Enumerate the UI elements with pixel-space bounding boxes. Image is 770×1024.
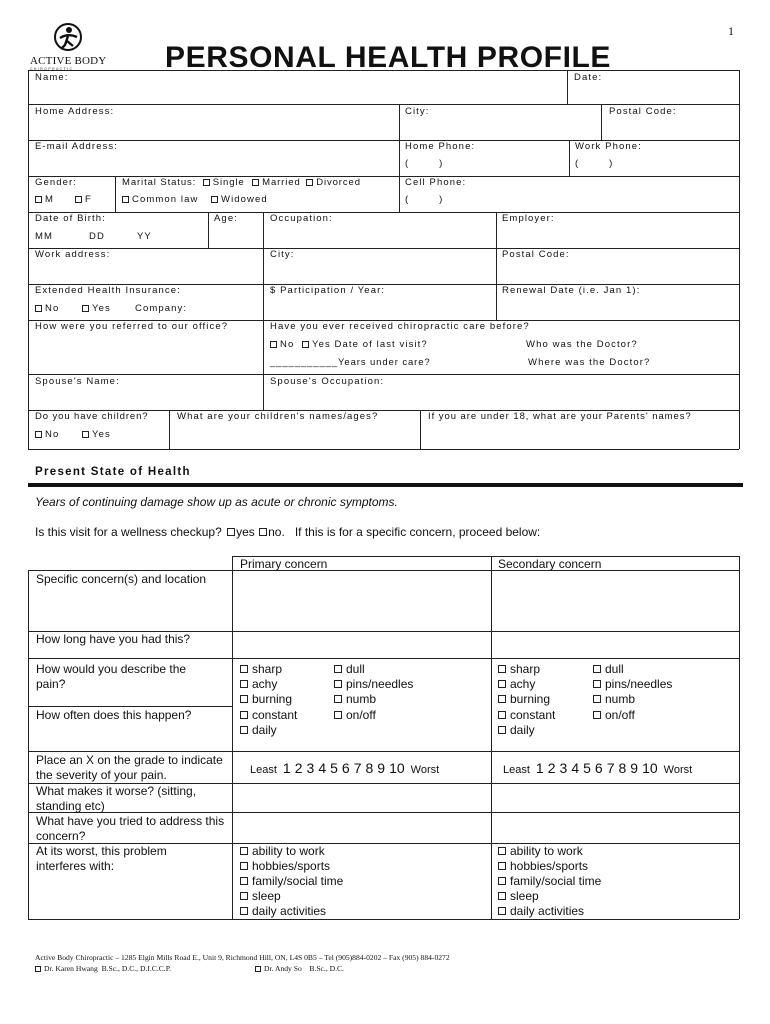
- checkbox-icon[interactable]: [498, 665, 506, 673]
- who-doctor-field[interactable]: Who was the Doctor?: [526, 339, 638, 350]
- checkbox-icon[interactable]: [240, 892, 248, 900]
- employer-field[interactable]: Employer:: [502, 213, 555, 224]
- secondary-pins-option[interactable]: pins/needles: [593, 677, 672, 692]
- checkbox-icon[interactable]: [498, 892, 506, 900]
- single-option[interactable]: Single: [212, 177, 245, 188]
- where-doctor-field[interactable]: Where was the Doctor?: [528, 357, 651, 368]
- children-no-option[interactable]: No: [35, 429, 59, 441]
- secondary-achy-option[interactable]: achy: [498, 677, 535, 692]
- children-yes-option[interactable]: Yes: [82, 429, 111, 441]
- secondary-severity-scale[interactable]: Least 1 2 3 4 5 6 7 8 9 10 Worst: [503, 760, 693, 776]
- primary-burning-option[interactable]: burning: [240, 692, 292, 707]
- checkbox-icon[interactable]: [593, 695, 601, 703]
- insurance-yes-option[interactable]: Yes: [82, 303, 111, 315]
- name-field[interactable]: Name:: [35, 72, 69, 83]
- row-location-label: Specific concern(s) and location: [36, 572, 207, 586]
- marital-status-label: Marital Status: Single Married Divorced: [122, 177, 361, 188]
- secondary-family-option[interactable]: family/social time: [498, 874, 601, 889]
- company-field[interactable]: Company:: [135, 303, 188, 314]
- primary-achy-option[interactable]: achy: [240, 677, 277, 692]
- checkbox-icon[interactable]: [498, 711, 506, 719]
- checkbox-icon[interactable]: [593, 680, 601, 688]
- wellness-question: Is this visit for a wellness checkup? yes no. If this is for a specific concern, proceed below:: [35, 525, 541, 539]
- checkbox-icon[interactable]: [240, 711, 248, 719]
- referred-field[interactable]: How were you referred to our office?: [35, 321, 229, 332]
- checkbox-icon[interactable]: [334, 695, 342, 703]
- checkbox-icon[interactable]: [334, 711, 342, 719]
- age-field[interactable]: Age:: [214, 213, 238, 224]
- checkbox-icon[interactable]: [498, 877, 506, 885]
- secondary-concern-header: Secondary concern: [498, 557, 602, 571]
- children-names-field[interactable]: What are your children's names/ages?: [177, 411, 379, 422]
- city-field[interactable]: City:: [405, 106, 430, 117]
- primary-pins-option[interactable]: pins/needles: [334, 677, 413, 692]
- primary-numb-option[interactable]: numb: [334, 692, 376, 707]
- divorced-option[interactable]: Divorced: [316, 177, 361, 188]
- occupation-field[interactable]: Occupation:: [270, 213, 333, 224]
- secondary-daily-activities-option[interactable]: daily activities: [498, 904, 584, 919]
- row-interferes-label: At its worst, this problem interferes with:: [36, 844, 167, 873]
- checkbox-icon[interactable]: [240, 695, 248, 703]
- page-title: PERSONAL HEALTH PROFILE: [165, 41, 612, 74]
- secondary-constant-option[interactable]: constant: [498, 708, 555, 723]
- row-tried-label: What have you tried to address this concern?: [36, 814, 225, 843]
- wellness-yes-option[interactable]: yes: [236, 525, 255, 539]
- primary-sleep-option[interactable]: sleep: [240, 889, 281, 904]
- cell-phone-area: ( ): [405, 194, 444, 205]
- checkbox-icon[interactable]: [240, 680, 248, 688]
- email-field[interactable]: E-mail Address:: [35, 141, 119, 152]
- page-number: 1: [728, 24, 734, 38]
- primary-concern-header: Primary concern: [240, 557, 328, 571]
- checkbox-icon[interactable]: [593, 711, 601, 719]
- checkbox-icon[interactable]: [498, 726, 506, 734]
- gender-label: Gender:: [35, 177, 78, 188]
- checkbox-icon[interactable]: [240, 847, 248, 855]
- work-postal-field[interactable]: Postal Code:: [502, 249, 570, 260]
- work-phone-area: ( ): [575, 158, 614, 169]
- primary-hobbies-option[interactable]: hobbies/sports: [240, 859, 330, 874]
- footer-doctor-2: Dr. Andy So B.Sc., D.C.: [255, 964, 344, 973]
- checkbox-icon[interactable]: [498, 907, 506, 915]
- years-under-care-field[interactable]: ___________Years under care?: [270, 357, 431, 368]
- secondary-sleep-option[interactable]: sleep: [498, 889, 539, 904]
- section-subtitle: Years of continuing damage show up as acute or chronic symptoms.: [35, 495, 398, 509]
- primary-family-option[interactable]: family/social time: [240, 874, 343, 889]
- gender-m-option[interactable]: M: [35, 194, 54, 206]
- primary-work-option[interactable]: ability to work: [240, 844, 325, 859]
- checkbox-icon: [35, 966, 41, 972]
- checkbox-icon[interactable]: [270, 341, 277, 348]
- checkbox-icon[interactable]: [498, 847, 506, 855]
- row-how-often-label: How often does this happen?: [36, 708, 192, 722]
- checkbox-icon[interactable]: [122, 196, 129, 203]
- checkbox-icon[interactable]: [593, 665, 601, 673]
- insurance-label: Extended Health Insurance:: [35, 285, 181, 296]
- parents-names-field[interactable]: If you are under 18, what are your Parents' names?: [428, 411, 692, 422]
- secondary-dull-option[interactable]: dull: [593, 662, 624, 677]
- checkbox-icon[interactable]: [35, 431, 42, 438]
- secondary-hobbies-option[interactable]: hobbies/sports: [498, 859, 588, 874]
- gender-f-option[interactable]: F: [75, 194, 92, 206]
- logo-mark: [28, 22, 108, 56]
- checkbox-icon[interactable]: [203, 179, 210, 186]
- chiro-before-label: Have you ever received chiropractic care before?: [270, 321, 530, 332]
- children-label: Do you have children?: [35, 411, 149, 422]
- checkbox-icon[interactable]: [498, 695, 506, 703]
- primary-daily-activities-option[interactable]: daily activities: [240, 904, 326, 919]
- work-city-field[interactable]: City:: [270, 249, 295, 260]
- secondary-daily-option[interactable]: daily: [498, 723, 535, 738]
- checkbox-icon[interactable]: [240, 877, 248, 885]
- postal-code-field[interactable]: Postal Code:: [609, 106, 677, 117]
- primary-constant-option[interactable]: constant: [240, 708, 297, 723]
- checkbox-icon: [255, 966, 261, 972]
- dob-field[interactable]: Date of Birth:: [35, 213, 106, 224]
- dob-dd: DD: [89, 231, 105, 242]
- checkbox-icon[interactable]: [306, 179, 313, 186]
- checkbox-icon[interactable]: [240, 862, 248, 870]
- section-rule: [28, 483, 743, 487]
- chiro-yes-option[interactable]: Yes Date of last visit?: [302, 339, 428, 351]
- secondary-sharp-option[interactable]: sharp: [498, 662, 540, 677]
- row-how-long-label: How long have you had this?: [36, 632, 191, 646]
- married-option[interactable]: Married: [262, 177, 301, 188]
- checkbox-icon[interactable]: [82, 431, 89, 438]
- checkbox-icon[interactable]: [498, 680, 506, 688]
- checkbox-icon[interactable]: [75, 196, 82, 203]
- checkbox-icon[interactable]: [259, 528, 267, 536]
- checkbox-icon[interactable]: [211, 196, 218, 203]
- primary-daily-option[interactable]: daily: [240, 723, 277, 738]
- row-describe-label: How would you describe the pain?: [36, 662, 187, 691]
- checkbox-icon[interactable]: [334, 665, 342, 673]
- logo: [28, 22, 108, 70]
- primary-onoff-option[interactable]: on/off: [334, 708, 376, 723]
- row-severity-label: Place an X on the grade to indicate the severity of your pain.: [36, 753, 223, 782]
- checkbox-icon[interactable]: [302, 341, 309, 348]
- work-phone-field[interactable]: Work Phone:: [575, 141, 642, 152]
- checkbox-icon[interactable]: [82, 305, 89, 312]
- home-address-field[interactable]: Home Address:: [35, 106, 115, 117]
- home-phone-area: ( ): [405, 158, 444, 169]
- wellness-no-option[interactable]: no: [268, 525, 282, 539]
- home-phone-field[interactable]: Home Phone:: [405, 141, 476, 152]
- widowed-option[interactable]: Widowed: [211, 194, 268, 206]
- checkbox-icon[interactable]: [240, 726, 248, 734]
- work-address-field[interactable]: Work address:: [35, 249, 111, 260]
- common-law-option[interactable]: Common law: [122, 194, 198, 206]
- checkbox-icon[interactable]: [35, 305, 42, 312]
- logo-subtitle: CHIROPRACTIC: [30, 67, 74, 71]
- spouse-occupation-field[interactable]: Spouse's Occupation:: [270, 376, 385, 387]
- checkbox-icon[interactable]: [252, 179, 259, 186]
- section-heading: Present State of Health: [35, 466, 191, 478]
- checkbox-icon[interactable]: [35, 196, 42, 203]
- row-worse-label: What makes it worse? (sitting, standing etc): [36, 784, 197, 813]
- spouse-name-field[interactable]: Spouse's Name:: [35, 376, 120, 387]
- primary-dull-option[interactable]: dull: [334, 662, 365, 677]
- footer-address: Active Body Chiropractic – 1285 Elgin Mills Road E., Unit 9, Richmond Hill, ON, L4S 0B5 – Tel (905)884-0202 – Fax (905) 884-0272: [35, 953, 450, 962]
- secondary-work-option[interactable]: ability to work: [498, 844, 583, 859]
- logo-name: ACTIVE BODY: [30, 55, 107, 67]
- dob-yy: YY: [137, 231, 152, 242]
- checkbox-icon[interactable]: [334, 680, 342, 688]
- secondary-onoff-option[interactable]: on/off: [593, 708, 635, 723]
- participation-field[interactable]: $ Participation / Year:: [270, 285, 386, 296]
- primary-sharp-option[interactable]: sharp: [240, 662, 282, 677]
- checkbox-icon[interactable]: [240, 665, 248, 673]
- checkbox-icon[interactable]: [240, 907, 248, 915]
- secondary-numb-option[interactable]: numb: [593, 692, 635, 707]
- chiro-no-option[interactable]: No: [270, 339, 294, 351]
- insurance-no-option[interactable]: No: [35, 303, 59, 315]
- renewal-date-field[interactable]: Renewal Date (i.e. Jan 1):: [502, 285, 641, 296]
- primary-severity-scale[interactable]: Least 1 2 3 4 5 6 7 8 9 10 Worst: [250, 760, 440, 776]
- date-field[interactable]: Date:: [574, 72, 603, 83]
- checkbox-icon[interactable]: [227, 528, 235, 536]
- dob-mm: MM: [35, 231, 54, 242]
- secondary-burning-option[interactable]: burning: [498, 692, 550, 707]
- footer-doctor-1: Dr. Karen Hwang B.Sc., D.C., D.I.C.C.P.: [35, 964, 171, 973]
- cell-phone-field[interactable]: Cell Phone:: [405, 177, 467, 188]
- checkbox-icon[interactable]: [498, 862, 506, 870]
